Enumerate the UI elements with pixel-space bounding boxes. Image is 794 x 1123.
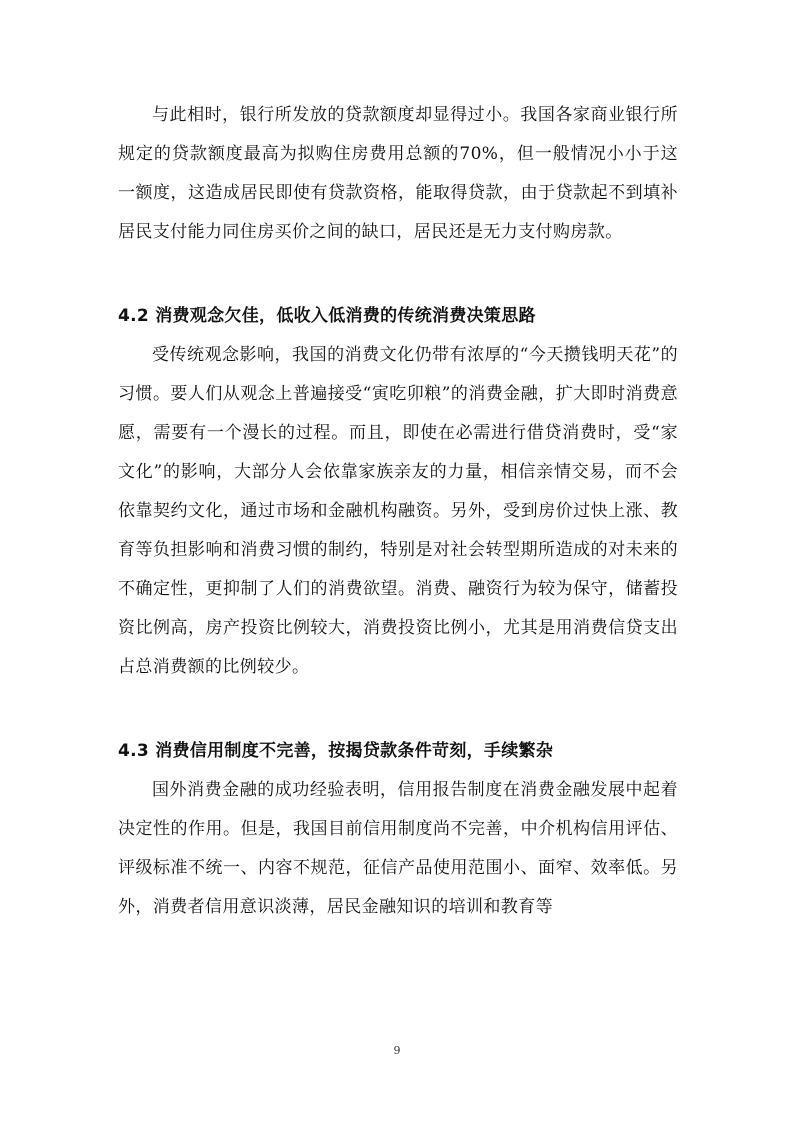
paragraph-credit-system: 国外消费金融的成功经验表明，信用报告制度在消费金融发展中起着决定性的作用。但是，我国目前信用制度尚不完善，中介机构信用评估、评级标准不统一、内容不规范，征信产品使用范围小、面窄、效率低。另外，消费者信用意识淡薄，居民金融知识的培训和教育等 <box>118 780 678 917</box>
section-heading-4-2: 4.2 消费观念欠佳，低收入低消费的传统消费决策思路 <box>118 306 536 326</box>
page-number: 9 <box>393 1044 401 1057</box>
section-spacer <box>118 687 678 732</box>
section-spacer <box>118 252 678 297</box>
paragraph-loan-limit: 与此相时，银行所发放的贷款额度却显得过小。我国各家商业银行所规定的贷款额度最高为拟购住房费用总额的70%，但一般情况小小于这一额度，这造成居民即使有贷款资格，能取得贷款，由于贷款起不到填补居民支付能力同住房买价之间的缺口，居民还是无力支付购房款。 <box>118 105 678 242</box>
section-heading-4-3: 4.3 消费信用制度不完善，按揭贷款条件苛刻，手续繁杂 <box>118 741 554 761</box>
page-content <box>118 96 678 927</box>
paragraph-consumption-concept: 受传统观念影响，我国的消费文化仍带有浓厚的“今天攒钱明天花”的习惯。要人们从观念上普遍接受“寅吃卯粮”的消费金融，扩大即时消费意愿，需要有一个漫长的过程。而且，即使在必需进行借贷消费时，受“家文化”的影响，大部分人会依靠家族亲友的力量，相信亲情交易，而不会依靠契约文化，通过市场和金融机构融资。另外，受到房价过快上涨、教育等负担影响和消费习惯的制约，特别是对社会转型期所造成的对未来的不确定性，更抑制了人们的消费欲望。消费、融资行为较为保守，储蓄投资比例高，房产投资比例较大，消费投资比例小，尤其是用消费信贷支出占总消费额的比例较少。 <box>118 345 678 677</box>
